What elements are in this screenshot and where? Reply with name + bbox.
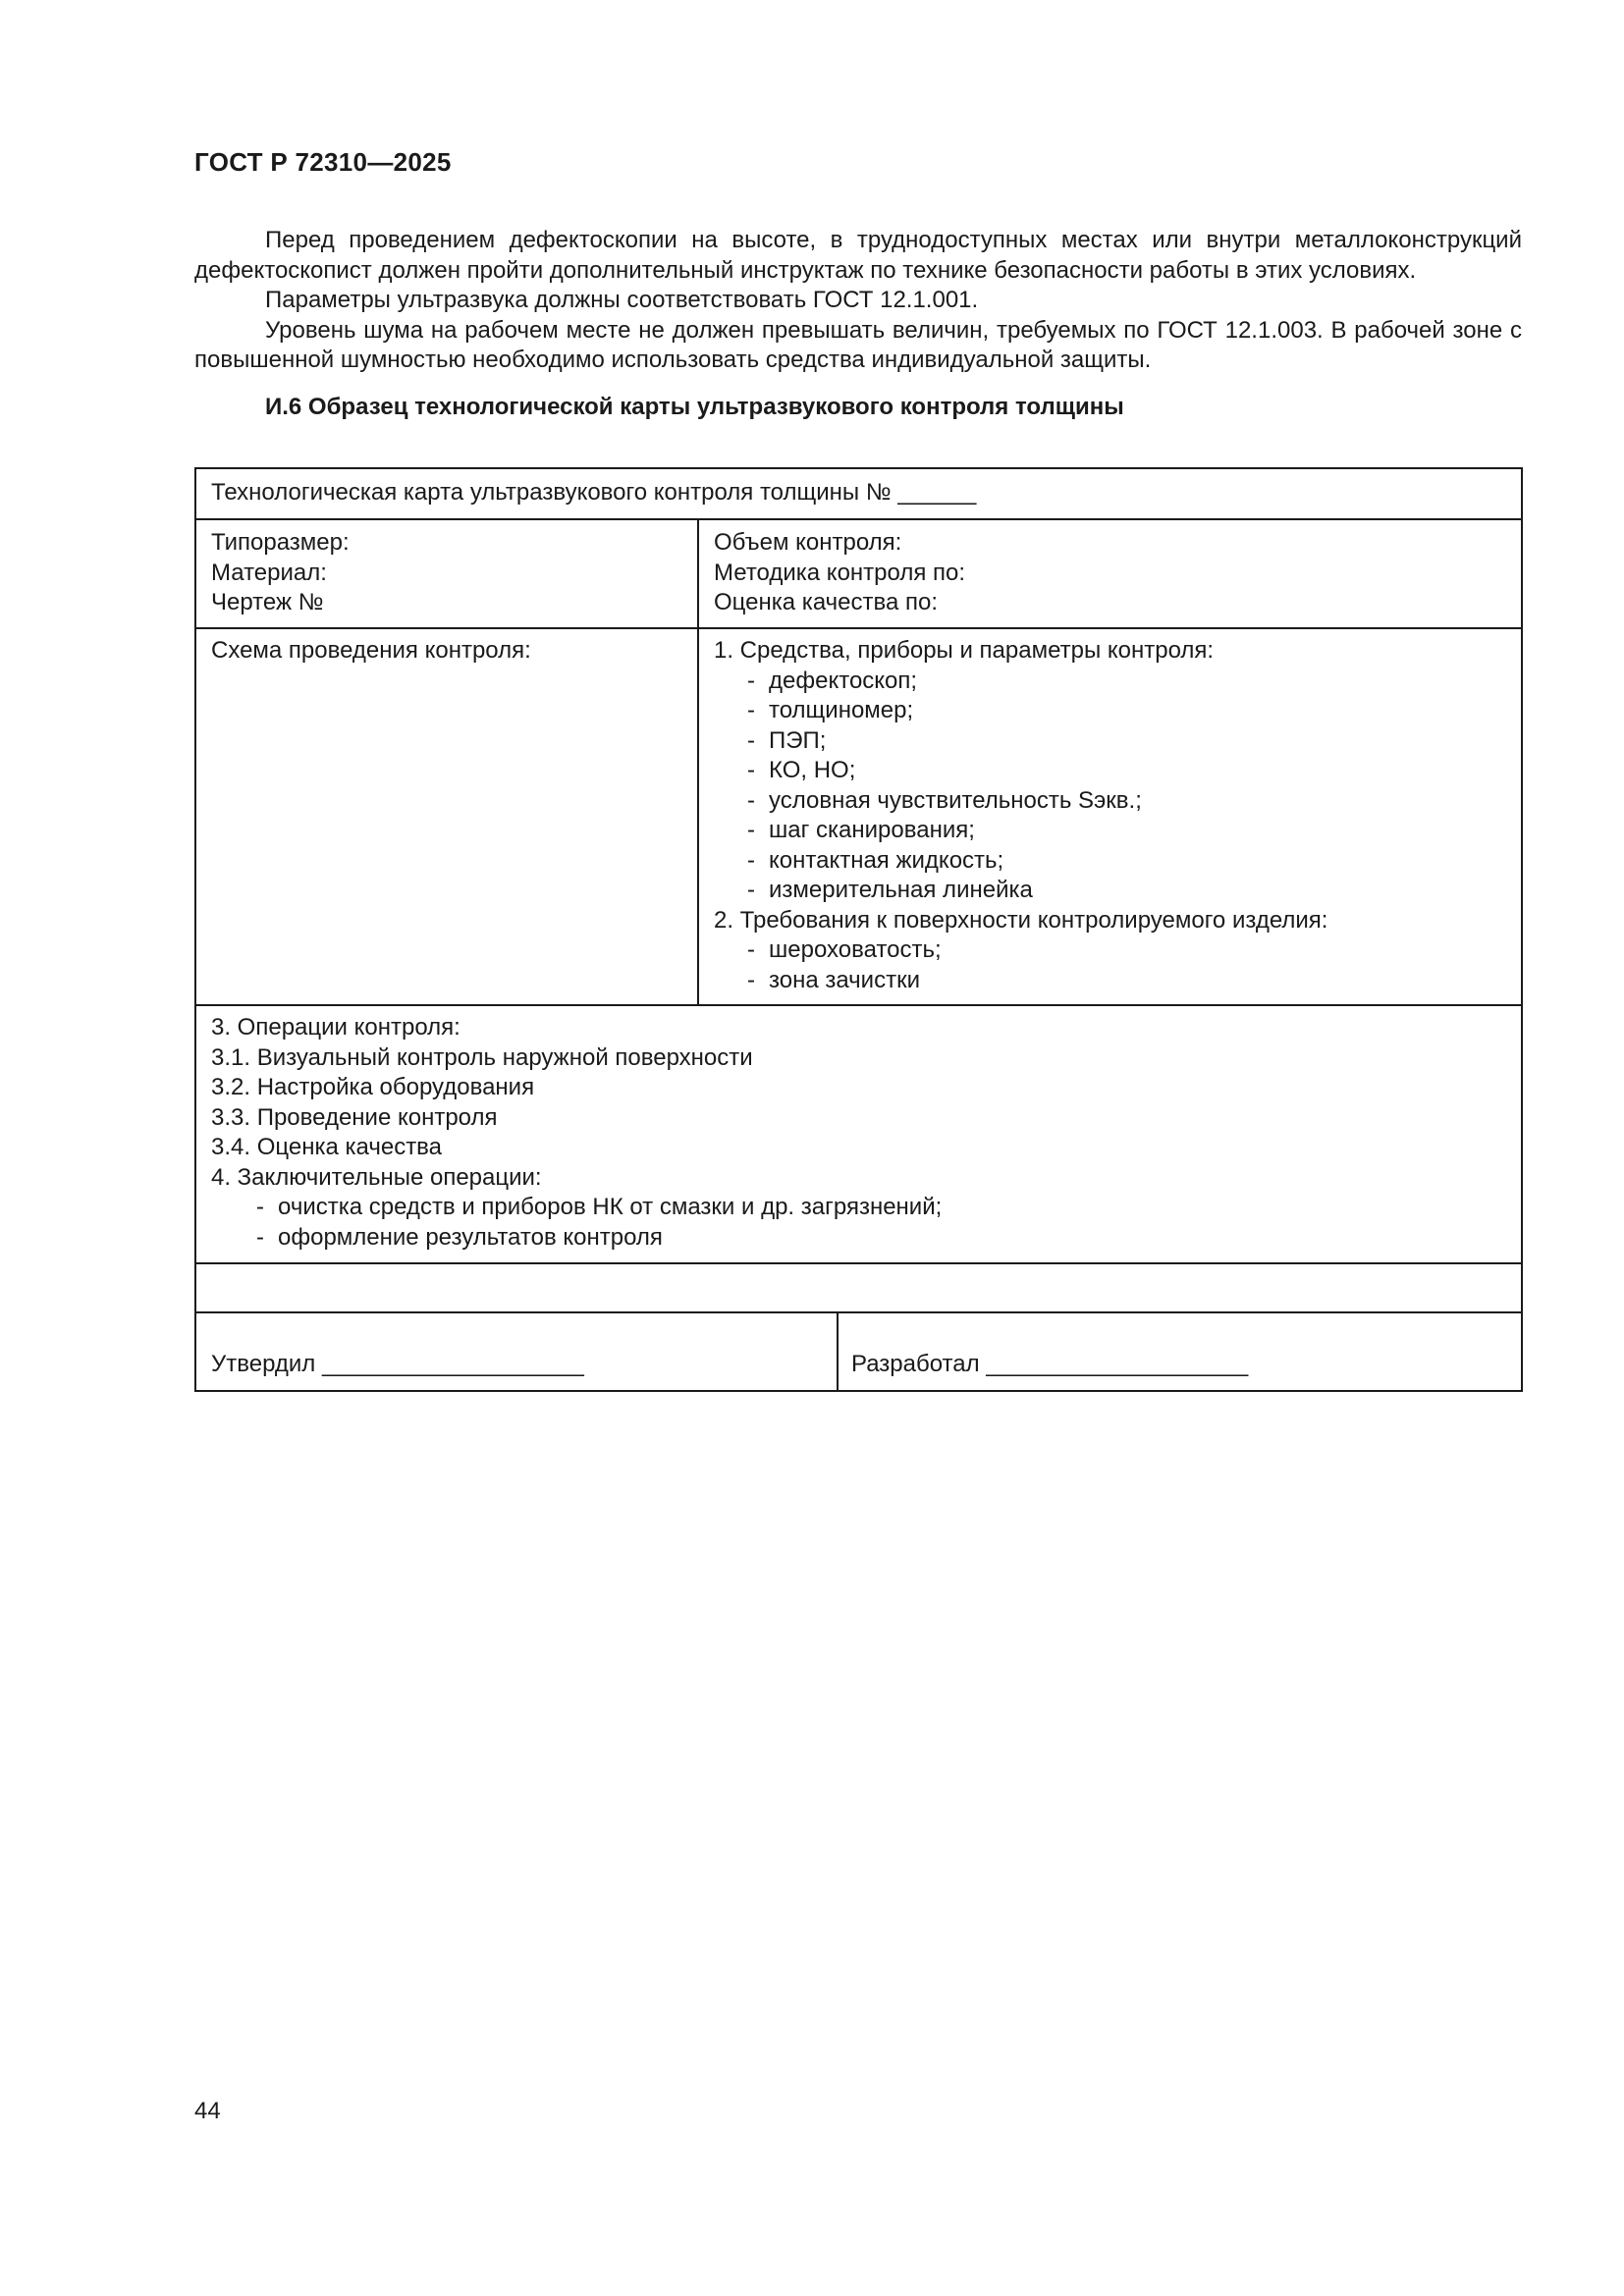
page-number: 44 (194, 2098, 221, 2124)
info-field: Объем контроля: (714, 529, 902, 556)
operation-line: 4. Заключительные операции: (211, 1163, 542, 1191)
paragraph: Параметры ультразвука должны соответствовать ГОСТ 12.1.001. (265, 287, 979, 313)
list-item: - КО, НО; (747, 757, 856, 783)
developed-signature: Разработал ____________________ (851, 1351, 1249, 1377)
info-field: Чертеж № (211, 589, 324, 615)
means-title: 1. Средства, приборы и параметры контроля: (714, 637, 1215, 664)
document-header: ГОСТ Р 72310—2025 (194, 147, 452, 177)
section-title: И.6 Образец технологической карты ультразвукового контроля толщины (265, 394, 1124, 420)
list-item: - зона зачистки (747, 966, 920, 993)
info-field: Оценка качества по: (714, 589, 938, 615)
operation-line: 3.1. Визуальный контроль наружной поверхности (211, 1043, 753, 1071)
list-item: - условная чувствительность Sэкв.; (747, 786, 1142, 814)
scheme-label: Схема проведения контроля: (211, 637, 531, 664)
table-rule (196, 1004, 1521, 1006)
operation-line: 3. Операции контроля: (211, 1014, 460, 1041)
list-item: - оформление результатов контроля (256, 1223, 663, 1251)
list-item: - шероховатость; (747, 936, 942, 963)
operation-line: 3.4. Оценка качества (211, 1134, 443, 1160)
table-rule (196, 1311, 1521, 1313)
list-item: - измерительная линейка (747, 877, 1033, 903)
means-block (714, 636, 1327, 995)
list-item: - шаг сканирования; (747, 817, 975, 843)
list-item: - ПЭП; (747, 726, 827, 754)
list-item: - очистка средств и приборов НК от смазки и др. загрязнений; (256, 1194, 943, 1220)
table-rule (196, 1262, 1521, 1264)
info-field: Методика контроля по: (714, 559, 966, 586)
card-left-info (211, 528, 350, 618)
list-item: - контактная жидкость; (747, 846, 1004, 874)
list-item: - дефектоскоп; (747, 667, 918, 694)
table-column-rule (697, 518, 699, 1004)
card-right-info (714, 528, 965, 618)
table-column-rule (837, 1311, 839, 1392)
technological-card-table (194, 467, 1523, 1392)
body-text (194, 226, 1522, 376)
paragraph: Уровень шума на рабочем месте не должен превышать величин, требуемых по ГОСТ 12.1.003. В рабочей зоне с повышенной шумностью необходимо использовать средства индивидуальной защиты. (194, 316, 1522, 373)
card-title: Технологическая карта ультразвукового контроля толщины № ______ (211, 479, 977, 506)
surface-title: 2. Требования к поверхности контролируемого изделия: (714, 906, 1328, 934)
info-field: Типоразмер: (211, 529, 350, 556)
paragraph: Перед проведением дефектоскопии на высоте, в труднодоступных местах или внутри металлоконструкций дефектоскопист должен пройти дополнительный инструктаж по технике безопасности работы в этих условиях. (194, 227, 1522, 284)
table-rule (196, 518, 1521, 520)
list-item: - толщиномер; (747, 697, 914, 723)
approved-signature: Утвердил ____________________ (211, 1351, 584, 1377)
table-rule (196, 627, 1521, 629)
operations-block (211, 1013, 942, 1253)
operation-line: 3.3. Проведение контроля (211, 1103, 498, 1131)
operation-line: 3.2. Настройка оборудования (211, 1074, 535, 1100)
info-field: Материал: (211, 559, 327, 586)
